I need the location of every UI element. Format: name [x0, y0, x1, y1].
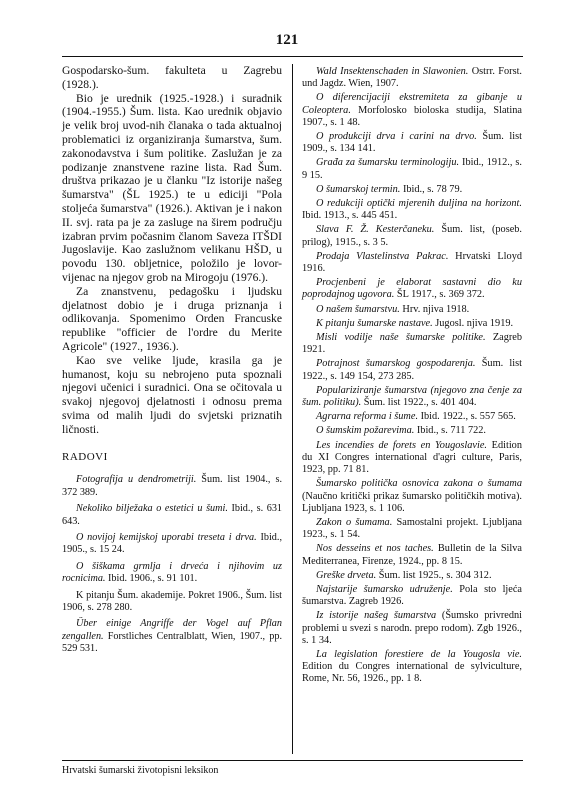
work-title: Nekoliko bilježaka o estetici u šumi.: [76, 503, 228, 515]
work-citation: Edition du XI Congres international d'agri culture, Paris, 1923, pp. 71 81.: [302, 439, 522, 476]
work-citation: Ibid., s. 711 722.: [414, 425, 486, 437]
work-citation: Ibid. 1913., s. 445 451.: [302, 210, 398, 222]
work-citation: Morfolosko bioloska studija, Slatina 1907., s. 1 48.: [302, 104, 522, 128]
bibliography-entry: [302, 478, 522, 515]
left-column: [62, 64, 282, 660]
right-column: [302, 66, 522, 688]
bibliography-entry: [302, 224, 522, 248]
work-citation: Ibid., s. 78 79.: [400, 183, 463, 195]
bibliography-entry: [302, 358, 522, 382]
bibliography-entry: [302, 251, 522, 275]
work-title: Agrarna reforma i šume.: [316, 411, 419, 423]
work-citation: Šum. list 1922., s. 149 154, 273 285.: [302, 358, 522, 382]
work-title: Prodaja Vlastelinstva Pakrac.: [316, 250, 449, 262]
footer-text: Hrvatski šumarski životopisni leksikon: [62, 765, 219, 776]
work-citation: Šum. list 1925., s. 304 312.: [376, 569, 492, 581]
bibliography-entry: [302, 411, 522, 423]
work-citation: Ibid., s. 631 643.: [62, 503, 282, 527]
bibliography-entry: [302, 277, 522, 301]
work-title: O šumskim požarevima.: [316, 425, 415, 437]
work-citation: Ibid. 1922., s. 557 565.: [418, 411, 516, 423]
work-title: Šumarsko politička osnovica zakona o šumama: [316, 478, 522, 490]
body-paragraph: Gospodarsko-šum. fakulteta u Zagrebu (1928.).: [62, 64, 282, 91]
work-citation: Šum. list 1922., s. 401 404.: [361, 397, 477, 409]
work-title: O produkciji drva i carini na drvo.: [316, 131, 477, 143]
bibliography-entry: [62, 532, 282, 557]
page-number: 121: [275, 32, 299, 48]
work-citation: (Naučno kritički prikaz šumarsko političkih motiva). Ljubljana 1923, s. 1 106.: [302, 490, 522, 514]
work-title: O redukciji optički mjerenih duljina na horizont.: [316, 198, 522, 210]
work-title: O našem šumarstvu.: [316, 303, 400, 315]
work-citation: Ibid., 1905., s. 15 24.: [62, 531, 282, 556]
bibliography-entry: [302, 184, 522, 196]
work-citation: Šum. list 1909., s. 134 141.: [302, 131, 522, 155]
bibliography-entry: [62, 590, 282, 615]
work-citation: Jugosl. njiva 1919.: [432, 317, 514, 329]
body-paragraph: Kao sve velike ljude, krasila ga je humanost, koju su nebrojeno puta spoznali njegovi učenici i suradnici. Ona se očitovala u svakoj njegovoj djelatnosti i odnosu prema svima od malih ljudi do svjetski priznatih ličnosti.: [62, 353, 282, 436]
bibliography-entry: [62, 503, 282, 528]
column-divider: [292, 64, 293, 754]
bibliography-entry: [302, 517, 522, 541]
work-citation: Hrv. njiva 1918.: [399, 303, 470, 315]
work-citation: Ostrr. Forst. und Jagdz. Wien, 1907.: [302, 66, 523, 90]
work-title: Populariziranje šumarstva (njegovo zna čenje za šum. politiku).: [302, 384, 522, 409]
header-rule: [62, 56, 523, 57]
work-citation: K pitanju Šum. akademije. Pokret 1906., Šum. list 1906, s. 278 280.: [62, 589, 282, 613]
work-title: Misli vodilje naše šumarske politike.: [316, 332, 486, 344]
bibliography-entry: [62, 618, 282, 655]
work-title: Slava F. Ž. Kesterčaneku.: [316, 224, 435, 236]
work-title: O diferencijaciji ekstremiteta za gibanje u Coleoptera.: [302, 92, 522, 116]
work-title: Über einige Angriffe der Vogel auf Pflan zengallen.: [62, 618, 282, 642]
bibliography-entry: [302, 92, 522, 129]
bibliography-entry: [302, 66, 522, 90]
work-citation: Šum. list 1904., s. 372 389.: [62, 474, 282, 498]
body-paragraph: Za znanstvenu, pedagošku i ljudsku djelatnost dobio je i druga priznanja i odlikovanja. Spomenimo Orden Francuske republike "officier de l'ordre du Merite Agricole" (1927., 1936.).: [62, 284, 282, 353]
work-title: Zakon o šumama.: [316, 516, 393, 528]
work-title: Potrajnost šumarskog gospodarenja.: [316, 358, 476, 370]
bibliography-entry: [302, 198, 522, 222]
work-title: Najstarije šumarsko udruženje.: [316, 583, 453, 595]
work-title: Građa za šumarsku terminologiju.: [316, 157, 460, 169]
work-citation: Bulletin de la Silva Mediterranea, Firenze, 1924., pp. 8 15.: [302, 543, 522, 567]
works-list-right: [302, 66, 522, 686]
bibliography-entry: [302, 131, 522, 155]
body-text: [62, 64, 282, 437]
bibliography-entry: [62, 561, 282, 586]
bibliography-entry: [302, 610, 522, 647]
work-citation: Ibid., 1912., s. 9 15.: [302, 157, 522, 181]
work-citation: Ibid. 1906., s. 91 101.: [105, 573, 198, 585]
bibliography-entry: [302, 543, 522, 567]
work-title: O šiškama grmlja i drveća i njihovim uz rocnicima.: [62, 560, 282, 585]
work-title: Procjenbeni je elaborat sastavni dio ku poprodajnog ugovora.: [302, 277, 522, 301]
bibliography-entry: [302, 304, 522, 316]
work-title: O novijoj kemijskoj uporabi treseta i drva.: [76, 531, 257, 543]
bibliography-entry: [302, 425, 522, 437]
section-heading-radovi: RADOVI: [62, 450, 108, 463]
work-citation: Samostalni projekt. Ljubljana 1923., s. 1 54.: [302, 516, 522, 541]
bibliography-entry: [302, 157, 522, 181]
bibliography-entry: [302, 440, 522, 477]
work-citation: Šum. list, (poseb. prilog), 1915., s. 3 5.: [302, 224, 522, 248]
body-paragraph: Bio je urednik (1925.-1928.) i suradnik (1904.-1955.) Šum. lista. Kao urednik objavio je velik broj uvod-nih članaka o tada aktualnoj problematici iz organiziranja šumarstva, šum. zakonodavstva i šum politike. Zaslužan je za podizanje znanstvene razine lista. Rad Šum. društva prikazao je u članku "Iz istorije našeg šumarstva" (ŠL 1925.) te u ediciji "Pola stoljeća šumarstva" (1926.). Aktivan je i nakon II. svj. rata pa je za zasluge na širem području izabran prvim počasnim članom Saveza ITŠDI Jugoslavije. Kao zaslužnom velikanu HŠD, u povodu 130. obljetnice, položilo je lovor-vijenac na njegov grob na Mirogoju (1976.).: [62, 91, 282, 284]
work-title: La legislation forestiere de la Yougosla vie.: [316, 648, 522, 660]
work-citation: Edition du Congres international de sylviculture, Rome, Nr. 56, 1926., pp. 1 8.: [302, 661, 522, 685]
bibliography-entry: [302, 649, 522, 686]
work-citation: Hrvatski Lloyd 1916.: [302, 250, 522, 275]
bibliography-entry: [302, 385, 522, 409]
bibliography-entry: [302, 332, 522, 356]
bibliography-entry: [302, 584, 522, 608]
work-title: Les incendies de forets en Yougoslavie.: [316, 439, 487, 451]
work-title: Fotografija u dendrometriji.: [76, 474, 197, 486]
work-citation: Pola sto ljeća šumarstva. Zagreb 1926.: [302, 583, 522, 608]
bibliography-entry: [62, 474, 282, 499]
work-title: Wald Insektenschaden in Slawonien.: [316, 66, 469, 77]
work-title: K pitanju šumarske nastave.: [316, 317, 433, 329]
bibliography-entry: [302, 318, 522, 330]
work-citation: ŠL 1917., s. 369 372.: [394, 289, 485, 301]
work-citation: (Šumsko privredni problemi u svezi s narodn. prepo rodom). Zgb 1926., s. 1 34.: [302, 610, 522, 646]
works-list-left: [62, 474, 282, 655]
work-title: Nos desseins et nos taches.: [316, 543, 434, 555]
work-citation: Forstliches Centralblatt, Wien, 1907., pp. 529 531.: [62, 630, 282, 655]
footer-rule: [62, 760, 523, 761]
work-citation: Zagreb 1921.: [302, 332, 522, 356]
work-title: Greške drveta.: [316, 569, 377, 581]
bibliography-entry: [302, 570, 522, 582]
work-title: O šumarskoj termin.: [316, 183, 401, 195]
work-title: Iz istorije našeg šumarstva: [316, 610, 437, 622]
